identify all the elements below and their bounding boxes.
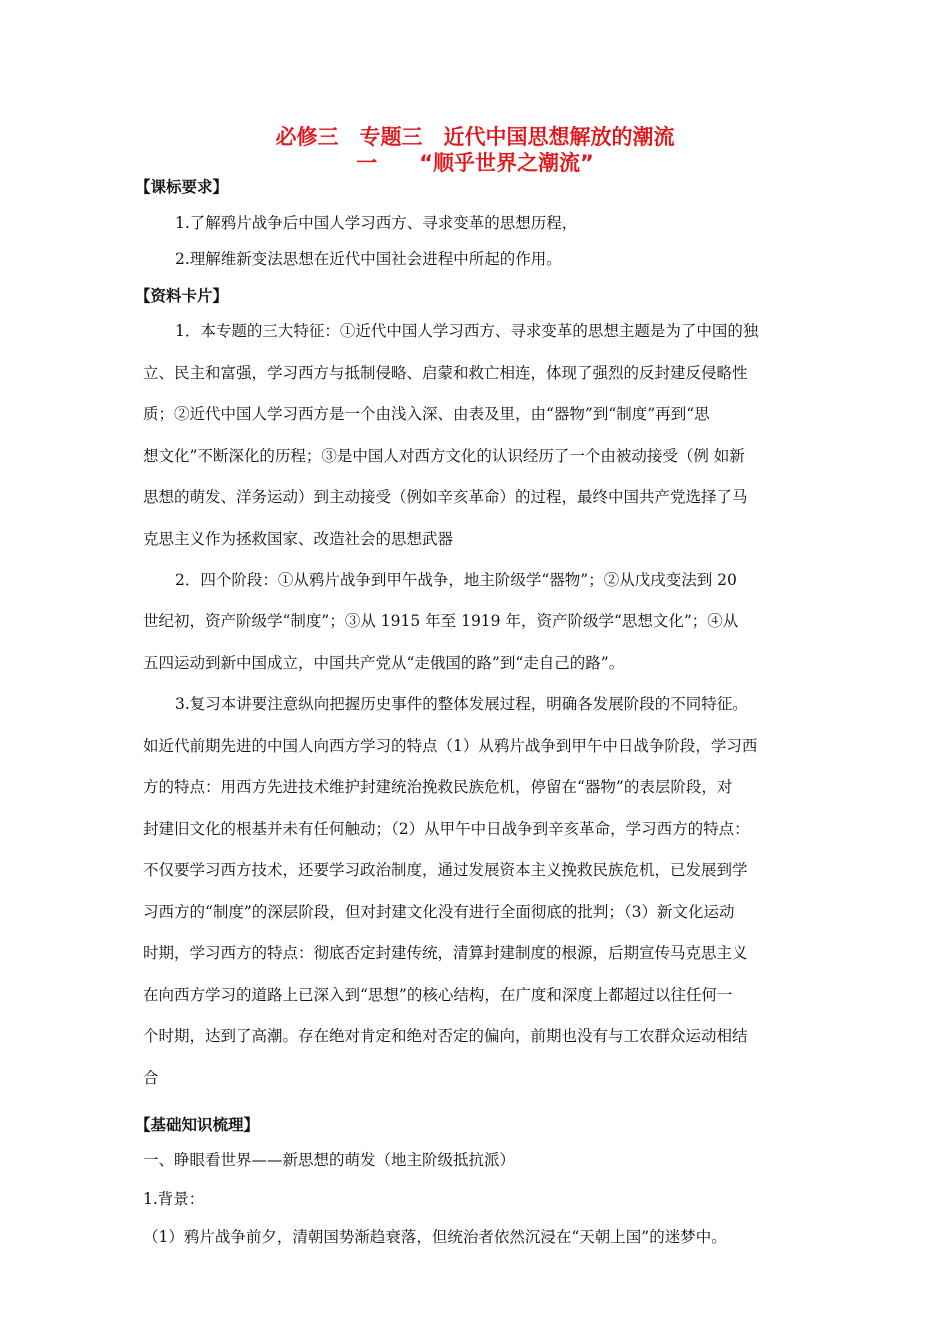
paragraph-line: 不仅要学习西方技术，还要学习政治制度，通过发展资本主义挽救民族危机，已发展到学 <box>143 861 748 879</box>
paragraph-line: 一、睁眼看世界——新思想的萌发（地主阶级抵抗派） <box>143 1151 516 1169</box>
section-heading-material-card: 【资料卡片】 <box>135 287 229 305</box>
paragraph-line: 1.背景： <box>143 1190 205 1208</box>
paragraph-line: 想文化”不断深化的历程；③是中国人对西方文化的认识经历了一个由被动接受（例 如新 <box>143 447 745 465</box>
paragraph-line: 在向西方学习的道路上已深入到“思想”的核心结构，在广度和深度上都超过以往任何一 <box>143 986 733 1004</box>
paragraph-line: 世纪初，资产阶级学“制度”；③从 1915 年至 1919 年，资产阶级学“思想文化”；④从 <box>143 612 739 630</box>
paragraph-line: 质；②近代中国人学习西方是一个由浅入深、由表及里，由“器物”到“制度”再到“思 <box>143 405 710 423</box>
paragraph-line: 习西方的“制度”的深层阶段，但对封建文化没有进行全面彻底的批判；（3）新文化运动 <box>143 903 735 921</box>
paragraph-line: 五四运动到新中国成立，中国共产党从“走俄国的路”到“走自己的路”。 <box>143 654 625 672</box>
paragraph-line: 个时期，达到了高潮。存在绝对肯定和绝对否定的偏向，前期也没有与工农群众运动相结 <box>143 1027 748 1045</box>
section-heading-basics: 【基础知识梳理】 <box>135 1116 260 1134</box>
paragraph-line: 时期，学习西方的特点：彻底否定封建传统，清算封建制度的根源，后期宣传马克思主义 <box>143 944 748 962</box>
paragraph-line: 立、民主和富强，学习西方与抵制侵略、启蒙和救亡相连，体现了强烈的反封建反侵略性 <box>143 364 748 382</box>
paragraph-line: 3.复习本讲要注意纵向把握历史事件的整体发展过程，明确各发展阶段的不同特征。 <box>175 695 748 713</box>
paragraph-line: 合 <box>143 1069 159 1087</box>
lesson-title: 一 “顺乎世界之潮流” <box>356 151 594 175</box>
paragraph-line: 克思主义作为拯救国家、改造社会的思想武器 <box>143 530 454 548</box>
paragraph-line: 方的特点：用西方先进技术维护封建统治挽救民族危机，停留在“器物”的表层阶段，对 <box>143 778 733 796</box>
paragraph-line: （1）鸦片战争前夕，清朝国势渐趋衰落，但统治者依然沉浸在“天朝上国”的迷梦中。 <box>143 1228 727 1246</box>
paragraph-line: 封建旧文化的根基并未有任何触动；（2）从甲午中日战争到辛亥革命，学习西方的特点： <box>143 820 750 838</box>
curriculum-item: 1.了解鸦片战争后中国人学习西方、寻求变革的思想历程， <box>175 214 578 232</box>
paragraph-line: 2．四个阶段：①从鸦片战争到甲午战争，地主阶级学“器物”；②从戊戌变法到 20 <box>175 571 737 589</box>
paragraph-line: 如近代前期先进的中国人向西方学习的特点（1）从鸦片战争到甲午中日战争阶段，学习西 <box>143 737 758 755</box>
paragraph-line: 1．本专题的三大特征：①近代中国人学习西方、寻求变革的思想主题是为了中国的独 <box>175 322 759 340</box>
curriculum-item: 2.理解维新变法思想在近代中国社会进程中所起的作用。 <box>175 250 562 268</box>
section-heading-curriculum: 【课标要求】 <box>135 178 229 196</box>
paragraph-line: 思想的萌发、洋务运动）到主动接受（例如辛亥革命）的过程，最终中国共产党选择了马 <box>143 488 748 506</box>
document-title: 必修三 专题三 近代中国思想解放的潮流 <box>275 125 675 149</box>
